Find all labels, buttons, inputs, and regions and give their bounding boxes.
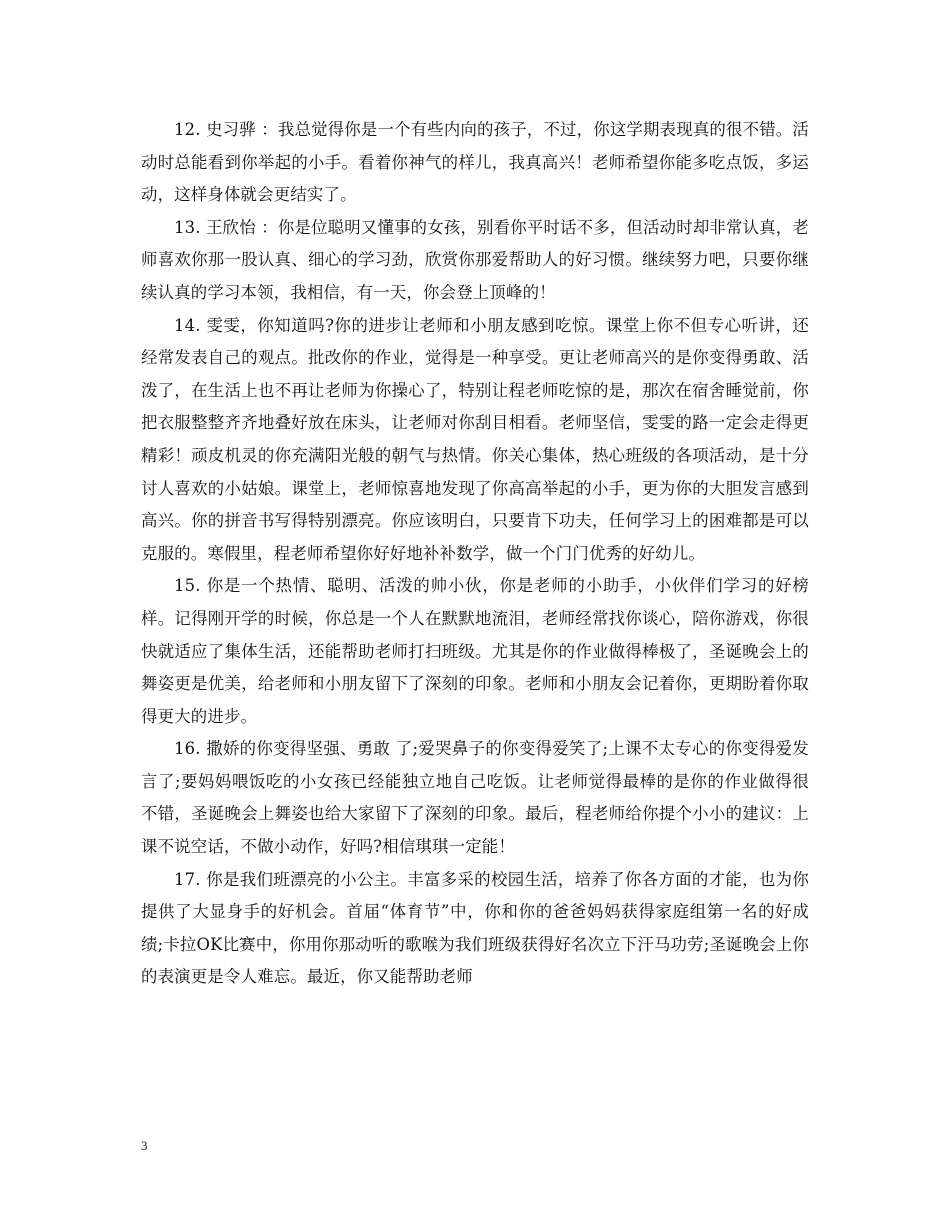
paragraph-16: 16. 撒娇的你变得坚强、勇敢 了;爱哭鼻子的你变得爱笑了;上课不太专心的你变得爱发言了;要妈妈喂饭吃的小女孩已经能独立地自己吃饭。让老师觉得最棒的是你的作业做得很不错，圣诞晚会上舞姿也给大家留下了深刻的印象。最后，程老师给你提个小小的建议：上课不说空话，不做小动作，好吗?相信琪琪一定能！ bbox=[141, 739, 809, 857]
page-number: 3 bbox=[141, 1138, 148, 1153]
paragraph-14: 14. 雯雯，你知道吗?你的进步让老师和小朋友感到吃惊。课堂上你不但专心听讲，还经常发表自己的观点。批改你的作业，觉得是一种享受。更让老师高兴的是你变得勇敢、活泼了，在生活上也不再让老师为你操心了，特别让程老师吃惊的是，那次在宿舍睡觉前，你把衣服整整齐齐地叠好放在床头，让老师对你刮目相看。老师坚信，雯雯的路一定会走得更精彩！顽皮机灵的你充满阳光般的朝气与热情。你关心集体，热心班级的各项活动，是十分讨人喜欢的小姑娘。课堂上，老师惊喜地发现了你高高举起的小手，更为你的大胆发言感到高兴。你的拼音书写得特别漂亮。你应该明白，只要肯下功夫，任何学习上的困难都是可以克服的。寒假里，程老师希望你好好地补补数学，做一个门门优秀的好幼儿。 bbox=[141, 315, 809, 563]
document-body bbox=[141, 114, 809, 994]
paragraph-15: 15. 你是一个热情、聪明、活泼的帅小伙，你是老师的小助手，小伙伴们学习的好榜样。记得刚开学的时候，你总是一个人在默默地流泪，老师经常找你谈心，陪你游戏，你很快就适应了集体生活，还能帮助老师打扫班级。尤其是你的作业做得棒极了，圣诞晚会上的舞姿更是优美，给老师和小朋友留下了深刻的印象。老师和小朋友会记着你，更期盼着你取得更大的进步。 bbox=[141, 576, 809, 726]
paragraph-17: 17. 你是我们班漂亮的小公主。丰富多采的校园生活，培养了你各方面的才能，也为你提供了大显身手的好机会。首届“体育节”中，你和你的爸爸妈妈获得家庭组第一名的好成绩;卡拉OK比赛中，你用你那动听的歌喉为我们班级获得好名次立下汗马功劳;圣诞晚会上你的表演更是令人难忘。最近，你又能帮助老师 bbox=[141, 869, 809, 987]
paragraph-12: 12. 史习骅 ：我总觉得你是一个有些内向的孩子，不过，你这学期表现真的很不错。活动时总能看到你举起的小手。看着你神气的样儿，我真高兴！老师希望你能多吃点饭，多运动，这样身体就会更结实了。 bbox=[141, 120, 809, 205]
paragraph-13: 13. 王欣怡 ：你是位聪明又懂事的女孩，别看你平时话不多，但活动时却非常认真，老师喜欢你那一股认真、细心的学习劲，欣赏你那爱帮助人的好习惯。继续努力吧，只要你继续认真的学习本领，我相信，有一天，你会登上顶峰的！ bbox=[141, 217, 809, 302]
